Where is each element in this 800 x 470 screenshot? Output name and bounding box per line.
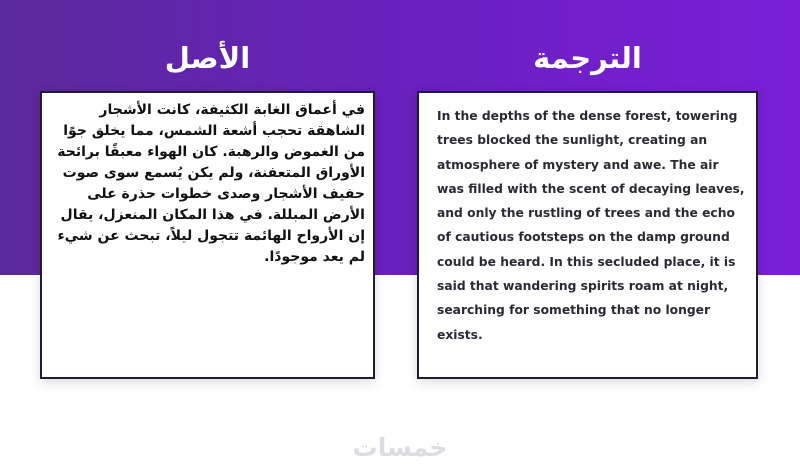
original-text-panel xyxy=(40,91,375,379)
translation-text-panel xyxy=(417,91,758,379)
original-heading: الأصل xyxy=(164,41,251,75)
translation-text: In the depths of the dense forest, towering trees blocked the sunlight, creating an atmosphere of mystery and awe. The air was filled with the scent of decaying leaves, and only the rustling of trees and the echo of cautious footsteps on the damp ground could be heard. In this secluded place, it is said that wandering spirits roam at night, searching for something that no longer exists. xyxy=(437,109,745,342)
watermark-logo: خمسات xyxy=(352,433,448,462)
translation-heading: الترجمة xyxy=(533,41,642,75)
original-text: في أعماق الغابة الكثيفة، كانت الأشجار الشاهقة تحجب أشعة الشمس، مما يخلق جوًا من الغموض والرهبة. كان الهواء معبقًا برائحة الأوراق المتعفنة، ولم يكن يُسمع سوى صوت حفيف الأشجار وصدى خطوات حذرة على الأرض المبللة. في هذا المكان المنعزل، يقال إن الأرواح الهائمة تتجول ليلاً، تبحث عن شيء لم يعد موجودًا. xyxy=(57,102,365,265)
